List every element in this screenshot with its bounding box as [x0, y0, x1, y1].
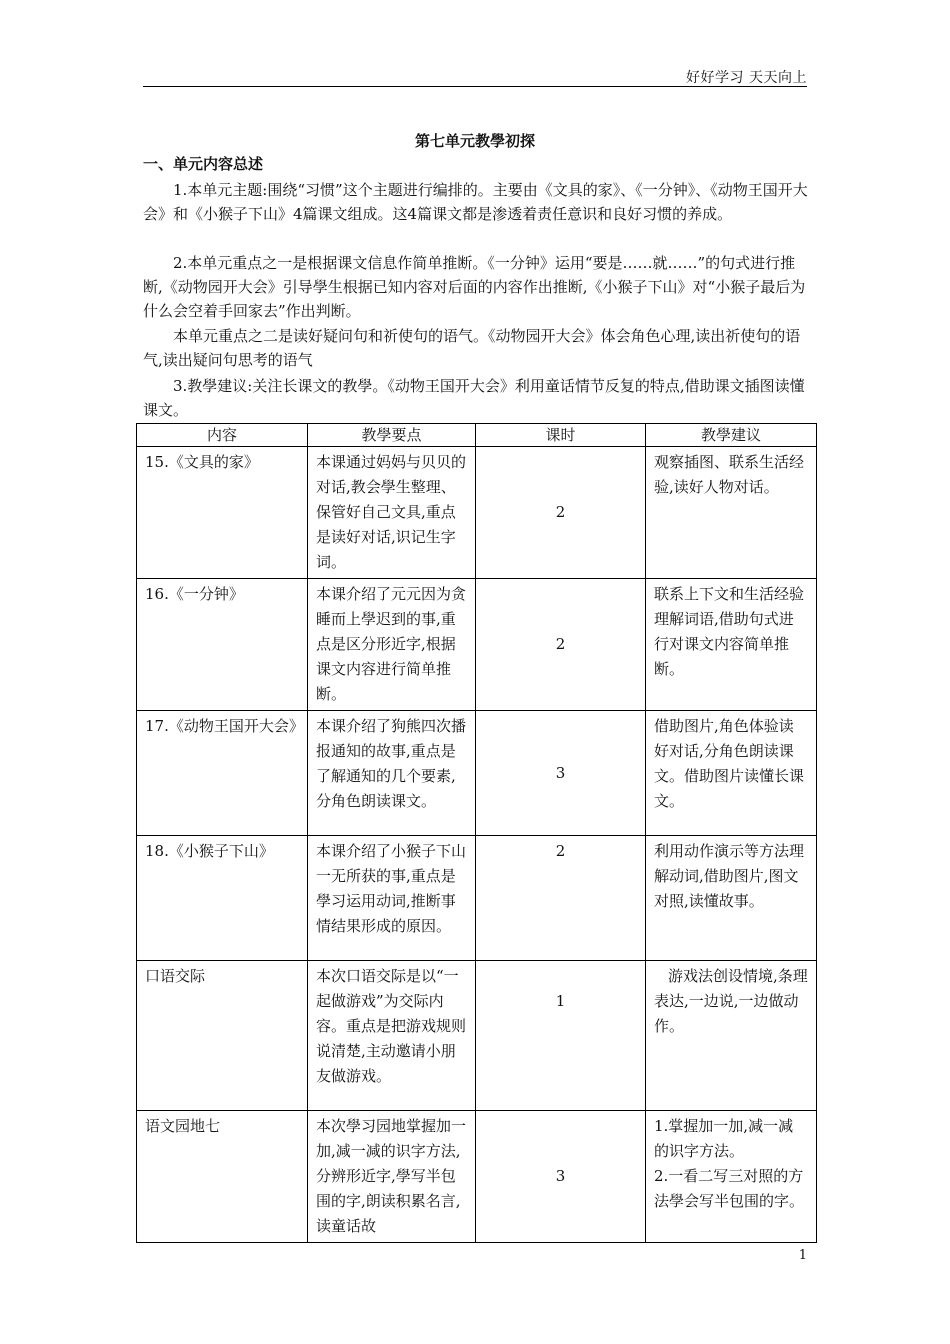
table-row [137, 1111, 817, 1243]
cell-hours: 2 [476, 579, 646, 711]
column-header-hours: 课时 [476, 424, 646, 447]
advice-line: 1.掌握加一加,减一减的识字方法。 [654, 1117, 794, 1160]
section-heading: 一、单元内容总述 [143, 155, 264, 173]
cell-advice: 游戏法创设情境,条理表达,一边说,一边做动作。 [646, 961, 817, 1111]
cell-points: 本课介绍了小猴子下山一无所获的事,重点是學习运用动词,推断事情结果形成的原因。 [308, 836, 476, 961]
cell-hours: 1 [476, 961, 646, 1111]
cell-points: 本次學习园地掌握加一加,减一减的识字方法,分辨形近字,學写半包围的字,朗读积累名言,读童话故 [308, 1111, 476, 1243]
table-row [137, 447, 817, 579]
lesson-plan-table [136, 423, 817, 1243]
paragraph-focus-two: 本单元重点之二是读好疑问句和祈使句的语气。《动物园开大会》体会角色心理,读出祈使句的语气,读出疑问句思考的语气 [143, 327, 801, 369]
table-header-row [137, 424, 817, 447]
paragraph-focus-one: 2.本单元重点之一是根据课文信息作简单推断。《一分钟》运用“要是……就……”的句式进行推断,《动物园开大会》引导學生根据已知内容对后面的内容作出推断,《小猴子下山》对“小猴子最后为什么会空着手回家去”作出判断。 [143, 254, 806, 320]
cell-advice: 借助图片,角色体验读好对话,分角色朗读课文。借助图片读懂长课文。 [646, 711, 817, 836]
cell-content: 15.《文具的家》 [137, 447, 308, 579]
document-title: 第七单元教學初探 [414, 132, 535, 150]
cell-advice [646, 1111, 817, 1243]
cell-content: 17.《动物王国开大会》 [137, 711, 308, 836]
cell-points: 本课介绍了元元因为贪睡而上學迟到的事,重点是区分形近字,根据课文内容进行简单推断。 [308, 579, 476, 711]
column-header-points: 教學要点 [308, 424, 476, 447]
cell-points: 本课通过妈妈与贝贝的对话,教会學生整理、保管好自己文具,重点是读好对话,识记生字词。 [308, 447, 476, 579]
cell-advice: 观察插图、联系生活经验,读好人物对话。 [646, 447, 817, 579]
cell-points: 本课介绍了狗熊四次播报通知的故事,重点是了解通知的几个要素,分角色朗读课文。 [308, 711, 476, 836]
cell-content: 口语交际 [137, 961, 308, 1111]
cell-hours: 2 [476, 836, 646, 961]
header-motto: 好好学习 天天向上 [686, 70, 807, 86]
cell-content: 18.《小猴子下山》 [137, 836, 308, 961]
cell-hours: 2 [476, 447, 646, 579]
table-row [137, 836, 817, 961]
page-number: 1 [798, 1248, 807, 1263]
cell-hours: 3 [476, 711, 646, 836]
table-row [137, 579, 817, 711]
table-row [137, 711, 817, 836]
advice-line: 2.一看二写三对照的方法學会写半包围的字。 [654, 1167, 805, 1210]
cell-advice: 利用动作演示等方法理解动词,借助图片,图文对照,读懂故事。 [646, 836, 817, 961]
cell-advice: 联系上下文和生活经验理解词语,借助句式进行对课文内容简单推断。 [646, 579, 817, 711]
header-divider [143, 86, 807, 87]
cell-content: 16.《一分钟》 [137, 579, 308, 711]
cell-content: 语文园地七 [137, 1111, 308, 1243]
table-row [137, 961, 817, 1111]
column-header-content: 内容 [137, 424, 308, 447]
cell-hours: 3 [476, 1111, 646, 1243]
cell-points: 本次口语交际是以“一起做游戏”为交际内容。重点是把游戏规则说清楚,主动邀请小朋友做游戏。 [308, 961, 476, 1111]
paragraph-teaching-advice: 3.教學建议:关注长课文的教學。《动物王国开大会》利用童话情节反复的特点,借助课文插图读懂课文。 [143, 377, 805, 419]
paragraph-unit-theme: 1.本单元主题:围绕“习惯”这个主题进行编排的。主要由《文具的家》、《一分钟》、《动物王国开大会》和《小猴子下山》4篇课文组成。这4篇课文都是渗透着责任意识和良好习惯的养成。 [143, 181, 808, 223]
column-header-advice: 教學建议 [646, 424, 817, 447]
